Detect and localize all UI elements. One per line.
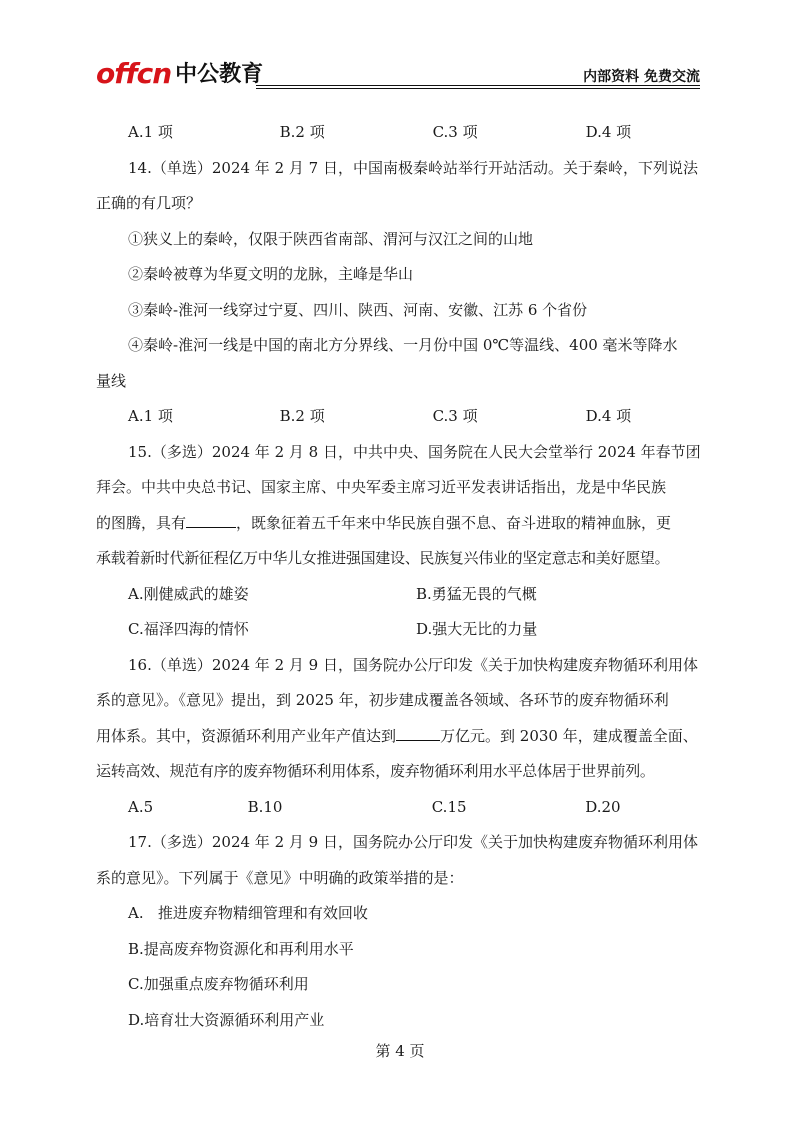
offcn-logo (96, 58, 263, 88)
q16-stem-3b: 万亿元。到 2030 年，建成覆盖全面、 (440, 726, 698, 745)
page-content (96, 115, 708, 1038)
option-b: B.2 项 (279, 123, 325, 141)
page-number: 第 4 页 (375, 1042, 425, 1060)
q14-item-1: ①狭义上的秦岭，仅限于陕西省南部、渭河与汉江之间的山地 (128, 229, 534, 248)
option-a: A.刚健威武的雄姿 (128, 584, 249, 603)
q14-item-4-cont: 量线 (96, 371, 127, 390)
header-note: 内部资料 免费交流 (583, 69, 700, 85)
q17-option-a: A. 推进废弃物精细管理和有效回收 (128, 904, 368, 922)
option-c: C.15 (431, 797, 467, 816)
q17-option-d: D.培育壮大资源循环利用产业 (128, 1010, 325, 1029)
option-a: A.1 项 (128, 407, 173, 425)
q15-stem-3 (96, 506, 708, 542)
option-b: B.2 项 (279, 407, 325, 425)
option-b: B.10 (247, 797, 283, 816)
q15-options-row1 (96, 577, 708, 613)
option-c: C.福泽四海的情怀 (128, 620, 249, 638)
q14-stem-2: 正确的有几项？ (96, 194, 202, 212)
answer-blank (396, 722, 440, 741)
q16-stem-2: 系的意见》。《意见》提出，到 2025 年，初步建成覆盖各领域、各环节的废弃物循环利 (96, 691, 669, 709)
option-b: B.勇猛无畏的气概 (416, 584, 537, 603)
option-a: A.1 项 (128, 123, 173, 141)
option-d: D.4 项 (585, 407, 632, 425)
q17-option-c: C.加强重点废弃物循环利用 (128, 975, 309, 993)
q16-options (96, 790, 708, 826)
q17-stem-1: 17.（多选）2024 年 2 月 9 日，国务院办公厅印发《关于加快构建废弃物循环利用体 (128, 833, 698, 851)
q15-options-row2 (96, 612, 708, 648)
q14-item-3: ③秦岭-淮河一线穿过宁夏、四川、陕西、河南、安徽、江苏 6 个省份 (128, 300, 588, 319)
option-c: C.3 项 (432, 407, 478, 425)
logo-cn: 中公教育 (175, 62, 264, 87)
q16-stem-3a: 用体系。其中，资源循环利用产业年产值达到 (96, 726, 397, 745)
q14-item-2: ②秦岭被尊为华夏文明的龙脉，主峰是华山 (128, 265, 414, 283)
q17-stem-2: 系的意见》。下列属于《意见》中明确的政策举措的是： (96, 868, 464, 887)
header-rule-thin (256, 88, 700, 89)
q16-stem-1: 16.（单选）2024 年 2 月 9 日，国务院办公厅印发《关于加快构建废弃物循环利用体 (128, 655, 698, 674)
page-header (96, 58, 700, 90)
answer-blank (186, 509, 236, 528)
logo-en: offcn (96, 57, 172, 90)
q17-option-b: B.提高废弃物资源化和再利用水平 (128, 939, 354, 958)
q14-options (96, 399, 708, 435)
q16-stem-3 (96, 719, 708, 755)
q15-stem-4: 承载着新时代新征程亿万中华儿女推进强国建设、民族复兴伟业的坚定意志和美好愿望。 (96, 549, 670, 567)
q15-stem-3b: ，既象征着五千年来中华民族自强不息、奋斗进取的精神血脉，更 (236, 513, 672, 532)
q13-options (96, 115, 708, 151)
q14-stem-1: 14.（单选）2024 年 2 月 7 日，中国南极秦岭站举行开站活动。关于秦岭，下列说法 (128, 158, 698, 177)
option-d: D.强大无比的力量 (416, 620, 538, 638)
option-d: D.4 项 (585, 123, 632, 141)
q15-stem-1: 15.（多选）2024 年 2 月 8 日，中共中央、国务院在人民大会堂举行 2024 年春节团 (128, 442, 701, 461)
option-d: D.20 (585, 797, 621, 816)
q15-stem-2: 拜会。中共中央总书记、国家主席、中央军委主席习近平发表讲话指出，龙是中华民族 (96, 478, 667, 496)
q15-stem-3a: 的图腾，具有 (96, 513, 187, 532)
option-a: A.5 (128, 797, 154, 816)
q16-stem-4: 运转高效、规范有序的废弃物循环利用体系，废弃物循环利用水平总体居于世界前列。 (96, 762, 655, 780)
q14-item-4: ④秦岭-淮河一线是中国的南北方分界线、一月份中国 0℃等温线、400 毫米等降水 (128, 336, 678, 354)
option-c: C.3 项 (432, 123, 478, 141)
